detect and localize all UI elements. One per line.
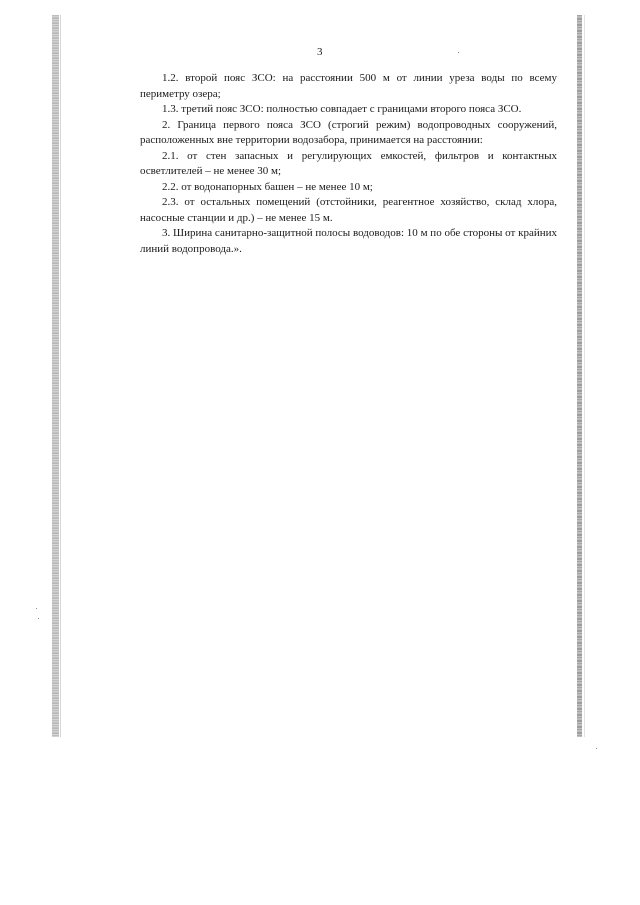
scan-speck (596, 748, 597, 749)
scan-edge-left-line (60, 15, 61, 737)
paragraph-2-3: 2.3. от остальных помещений (отстойники, реагентное хозяйство, склад хлора, насосные станции и др.) – не менее 15 м. (140, 196, 557, 224)
document-body (140, 71, 557, 257)
paragraph-1-3: 1.3. третий пояс ЗСО: полностью совпадает с границами второго пояса ЗСО. (162, 103, 522, 115)
paragraph-2-1: 2.1. от стен запасных и регулирующих емкостей, фильтров и контактных осветлителей – не менее 30 м; (140, 149, 557, 177)
paragraph-3: 3. Ширина санитарно-защитной полосы водоводов: 10 м по обе стороны от крайних линий водопровода.». (140, 227, 557, 255)
paragraph-2: 2. Граница первого пояса ЗСО (строгий режим) водопроводных сооружений, расположенных вне территории водозабора, принимается на расстоянии: (140, 118, 557, 146)
scan-edge-right (577, 15, 582, 737)
paragraph-2-2: 2.2. от водонапорных башен – не менее 10 м; (162, 180, 373, 193)
scan-speck (36, 608, 37, 609)
page-number: 3 (317, 46, 323, 58)
scan-edge-right-line (584, 15, 585, 737)
scan-edge-left (52, 15, 59, 737)
scan-speck (38, 618, 39, 619)
paragraph-1-2: 1.2. второй пояс ЗСО: на расстоянии 500 м от линии уреза воды по всему периметру озера; (140, 72, 557, 100)
